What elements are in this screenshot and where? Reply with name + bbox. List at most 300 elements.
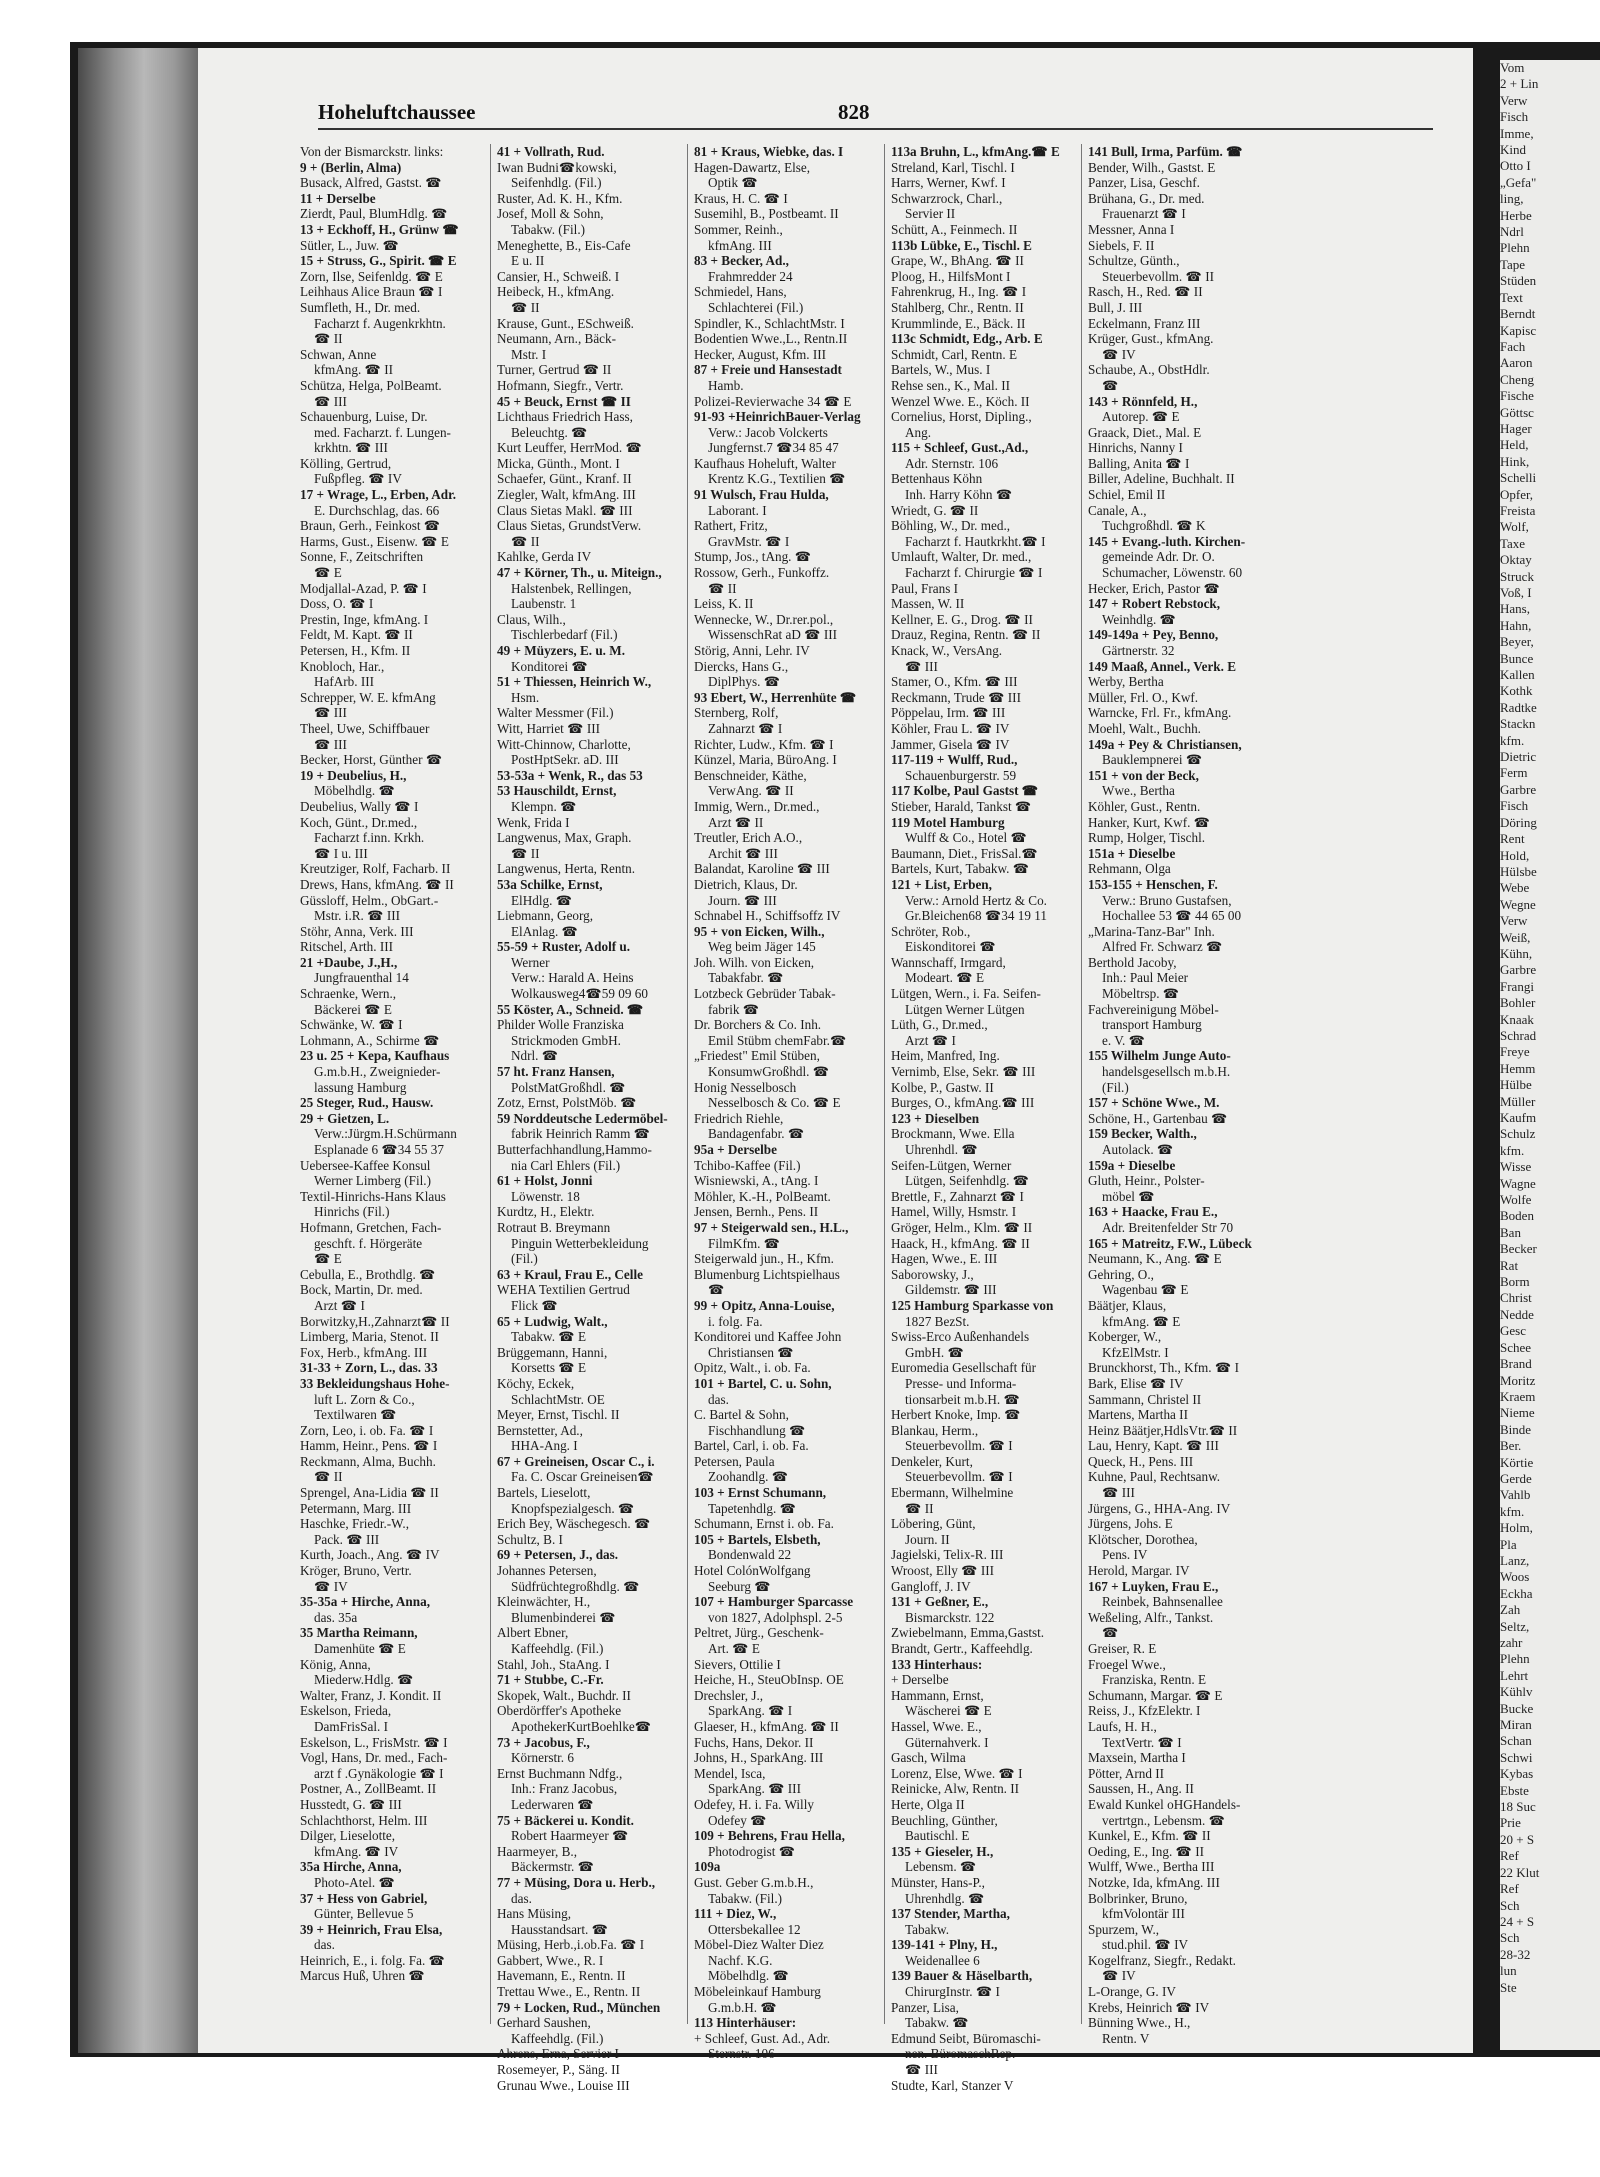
facing-page-line: Knaak [1500, 1011, 1534, 1027]
facing-page-line: Hold, [1500, 847, 1530, 863]
facing-page-line: Taxe [1500, 535, 1526, 551]
directory-entry-line: lassung Hamburg [314, 1079, 407, 1095]
directory-entry-line: kfmAng. ☎ IV [314, 1843, 399, 1859]
directory-entry-line: Rump, Holger, Tischl. [1088, 830, 1206, 846]
directory-entry-line: Borwitzky,H.,Zahnarzt☎ II [300, 1313, 450, 1329]
directory-entry-line: Lau, Henry, Kapt. ☎ III [1088, 1438, 1219, 1454]
directory-entry-line: Eckelmann, Franz III [1088, 315, 1201, 331]
directory-entry-line: Herte, Olga II [891, 1796, 965, 1812]
directory-entry-line: Brandt, Gertr., Kaffeehdlg. [891, 1641, 1033, 1656]
directory-entry-line: Schaefer, Günt., Kranf. II [497, 471, 632, 487]
facing-page-line: Stüden [1500, 273, 1537, 289]
directory-entry-line: G.m.b.H. ☎ [708, 1999, 777, 2015]
facing-page-line: Kothk [1500, 683, 1533, 699]
directory-entry-line: Bettenhaus Köhn [891, 471, 983, 487]
directory-entry-line: Ahrens, Erna, Servier I [497, 2046, 619, 2062]
facing-page-line: Woos [1500, 1569, 1530, 1585]
directory-entry-line: Albert Ebner, [497, 1625, 569, 1641]
facing-page-line: Hager [1500, 420, 1532, 436]
directory-entry-line: Gabbert, Wwe., R. I [497, 1952, 604, 1968]
directory-entry-line: 29 + Gietzen, L. [300, 1110, 390, 1126]
facing-page-line: Körtie [1500, 1454, 1534, 1470]
directory-entry-line: Art. ☎ E [708, 1641, 760, 1656]
facing-page-line: Sch [1500, 1930, 1520, 1946]
directory-entry-line: das. 35a [314, 1609, 358, 1625]
directory-entry-line: ElAnlag. ☎ [511, 923, 578, 939]
facing-page-line: Binde [1500, 1421, 1532, 1437]
directory-entry-line: Möbelhdlg. ☎ [708, 1968, 789, 1984]
directory-entry-line: KfzElMstr. I [1102, 1344, 1169, 1360]
directory-entry-line: Kurdtz, H., Elektr. [497, 1204, 595, 1220]
facing-page-line: Christ [1500, 1290, 1532, 1306]
directory-entry-line: TextVertr. ☎ I [1102, 1734, 1182, 1750]
directory-entry-line: 25 Steger, Rud., Hausw. [300, 1095, 434, 1111]
directory-entry-line: 93 Ebert, W., Herrenhüte ☎ [694, 689, 857, 705]
directory-entry-line: Kurt Leuffer, HerrMod. ☎ [497, 440, 642, 456]
directory-entry-line: Hamel, Willy, Hsmstr. I [891, 1204, 1017, 1220]
directory-entry-line: 99 + Opitz, Anna-Louise, [694, 1297, 835, 1313]
directory-entry-line: Kunkel, E., Kfm. ☎ II [1088, 1828, 1211, 1844]
directory-entry-line: Münster, Hans-P., [891, 1874, 985, 1890]
directory-entry-line: Pötter, Arnd II [1088, 1765, 1165, 1781]
directory-entry-line: Hofmann, Gretchen, Fach- [300, 1219, 442, 1235]
facing-page-line: Miran [1500, 1717, 1532, 1733]
facing-page-line: Ref [1500, 1881, 1519, 1897]
directory-entry-line: Jagielski, Telix-R. III [891, 1547, 1004, 1563]
directory-entry-line: Hotel ColónWolfgang [694, 1563, 811, 1579]
directory-entry-line: Lohmann, A., Schirme ☎ [300, 1032, 440, 1048]
directory-entry-line: Claus Sietas Makl. ☎ III [497, 502, 633, 518]
directory-entry-line: i. folg. Fa. [708, 1313, 763, 1329]
directory-entry-line: 73 + Jacobus, F., [497, 1734, 590, 1750]
directory-entry-line: Haarmeyer, B., [497, 1843, 578, 1859]
directory-entry-line: 113b Lübke, E., Tischl. E [891, 237, 1032, 253]
facing-page-line: kfm. [1500, 1142, 1525, 1158]
facing-page-line: 28-32 [1500, 1946, 1531, 1962]
directory-entry-line: Kraus, H. C. ☎ I [694, 190, 788, 206]
directory-entry-line: luft L. Zorn & Co., [314, 1391, 415, 1407]
directory-entry-line: Von der Bismarckstr. links: [300, 144, 444, 159]
directory-entry-line: Alfred Fr. Schwarz ☎ [1102, 939, 1223, 955]
directory-entry-line: Sternberg, Rolf, [694, 705, 779, 721]
directory-entry-line: Zwiebelmann, Emma,Gastst. [891, 1625, 1045, 1641]
facing-page-line: Kapisc [1500, 322, 1537, 338]
directory-entry-line: Seifen-Lütgen, Werner [891, 1157, 1012, 1173]
directory-entry-line: 149 Maaß, Annel., Verk. E [1088, 658, 1237, 674]
directory-entry-line: ☎ [1102, 1625, 1119, 1641]
directory-entry-line: Pinguin Wetterbekleidung [511, 1235, 649, 1251]
directory-entry-line: Edmund Seibt, Büromaschi- [891, 2030, 1041, 2046]
directory-entry-line: 109a [694, 1859, 721, 1875]
directory-entry-line: Strickmoden GmbH. [511, 1032, 621, 1048]
facing-page-line: Garbre [1500, 962, 1537, 978]
directory-entry-line: Esplanade 6 ☎34 55 37 [314, 1142, 444, 1157]
directory-entry-line: Schnabel H., Schiffsoffz IV [694, 908, 841, 924]
directory-entry-line: Tischlerbedarf (Fil.) [511, 627, 618, 643]
directory-entry-line: Kurth, Joach., Ang. ☎ IV [300, 1547, 440, 1563]
directory-entry-line: Blumenburg Lichtspielhaus [694, 1266, 840, 1282]
facing-page-line: Wisse [1500, 1159, 1532, 1175]
facing-page-line: Bohler [1500, 995, 1536, 1011]
directory-entry-line: 35a Hirche, Anna, [300, 1859, 402, 1875]
directory-entry-line: 37 + Hess von Gabriel, [300, 1890, 428, 1906]
directory-entry-line: Schwarzrock, Charl., [891, 190, 1003, 206]
directory-entry-line: Jungfernst.7 ☎34 85 47 [708, 440, 839, 456]
directory-entry-line: fabrik ☎ [708, 1001, 760, 1017]
facing-page-line: Kühn, [1500, 945, 1533, 961]
directory-entry-line: Löbering, Günt, [891, 1516, 976, 1532]
facing-page-line: kfm. [1500, 732, 1525, 748]
directory-entry-line: Queck, H., Pens. III [1088, 1453, 1194, 1469]
facing-page-line: Sch [1500, 1897, 1520, 1913]
directory-entry-line: 101 + Bartel, C. u. Sohn, [694, 1375, 832, 1391]
directory-entry-line: 15 + Struss, G., Spirit. ☎ E [300, 253, 457, 269]
directory-entry-line: 131 + Geßner, E., [891, 1594, 989, 1610]
directory-entry-line: Hinrichs (Fil.) [314, 1204, 390, 1220]
directory-entry-line: ☎ [708, 1282, 725, 1298]
directory-entry-line: Micka, Günth., Mont. I [497, 455, 620, 471]
directory-entry-line: Joh. Wilh. von Eicken, [694, 954, 815, 970]
facing-page-line: Opfer, [1500, 486, 1534, 502]
directory-entry-line: Steigerwald jun., H., Kfm. [694, 1251, 834, 1267]
directory-entry-line: Tabakw. ☎ [905, 2015, 969, 2031]
directory-entry-line: Verw.: Jacob Volckerts [708, 424, 828, 440]
directory-entry-line: Schumann, Margar. ☎ E [1088, 1687, 1223, 1703]
directory-entry-line: Reinbek, Bahnsenallee [1102, 1594, 1223, 1610]
directory-entry-line: kfmAng. ☎ E [1102, 1313, 1181, 1329]
directory-entry-line: Doss, O. ☎ I [300, 596, 374, 612]
directory-entry-line: 139 Bauer & Häselbarth, [891, 1968, 1033, 1984]
directory-entry-line: Schrepper, W. E. kfmAng [300, 689, 436, 705]
directory-entry-line: Emil Stübm chemFabr.☎ [708, 1032, 847, 1048]
directory-entry-line: Inh. Harry Köhn ☎ [905, 487, 1013, 503]
directory-entry-line: Vogl, Hans, Dr. med., Fach- [300, 1750, 448, 1766]
directory-entry-line: Verw.: Bruno Gustafsen, [1102, 892, 1232, 908]
facing-page-line: Text [1500, 289, 1523, 305]
directory-entry-line: Tabakw. [905, 1921, 949, 1937]
directory-entry-line: Schwan, Anne [300, 346, 377, 362]
facing-page-line: Gesc [1500, 1323, 1526, 1339]
directory-entry-line: 17 + Wrage, L., Erben, Adr. [300, 487, 457, 503]
directory-entry-line: Köchy, Eckek, [497, 1375, 575, 1391]
facing-page-line: Vom [1500, 60, 1525, 75]
directory-entry-line: Balandat, Karoline ☎ III [694, 861, 830, 877]
directory-entry-line: ☎ III [314, 393, 347, 409]
directory-entry-line: 55-59 + Ruster, Adolf u. [497, 939, 631, 955]
directory-entry-line: Tabakw. (Fil.) [511, 221, 586, 237]
directory-entry-line: Haschke, Friedr.-W., [300, 1516, 410, 1532]
directory-entry-line: 53a Schilke, Ernst, [497, 876, 603, 892]
directory-entry-line: 91-93 +HeinrichBauer-Verlag [694, 409, 861, 425]
directory-entry-line: Nesselbosch & Co. ☎ E [708, 1095, 841, 1111]
directory-entry-line: Drauz, Regina, Rentn. ☎ II [891, 627, 1041, 643]
directory-entry-line: Servier II [905, 206, 956, 222]
directory-entry-line: Schauenburgerstr. 59 [905, 767, 1017, 783]
directory-entry-line: kfmVolontär III [1102, 1906, 1185, 1922]
directory-entry-line: SparkAng. ☎ I [708, 1703, 793, 1719]
directory-entry-line: Braun, Gerh., Feinkost ☎ [300, 518, 441, 534]
directory-entry-line: Beuchling, Günther, [891, 1812, 998, 1828]
facing-page-line: Hülsbe [1500, 863, 1537, 879]
facing-page-line: Kind [1500, 142, 1526, 158]
directory-entry-line: GmbH. ☎ [905, 1344, 964, 1360]
directory-entry-line: Bernstetter, Ad., [497, 1422, 583, 1438]
directory-entry-line: Prestin, Inge, kfmAng. I [300, 611, 429, 627]
facing-page-line: Vahlb [1500, 1487, 1531, 1503]
directory-entry-line: Hamm, Heinr., Pens. ☎ I [300, 1438, 438, 1454]
facing-page-line: Wagne [1500, 1175, 1536, 1191]
directory-entry-line: Blankau, Herm., [891, 1422, 979, 1438]
directory-entry-line: König, Anna, [300, 1656, 371, 1672]
directory-entry-line: Flick ☎ [511, 1297, 558, 1313]
directory-entry-line: Fuchs, Hans, Dekor. II [694, 1734, 814, 1750]
directory-entry-line: Photodrogist ☎ [708, 1843, 796, 1859]
directory-entry-line: Polizei-Revierwache 34 ☎ E [694, 393, 852, 409]
directory-entry-line: Bäckermstr. ☎ [511, 1859, 595, 1875]
directory-entry-line: Köhler, Frau L. ☎ IV [891, 720, 1010, 736]
directory-entry-line: Rentn. V [1102, 2030, 1150, 2046]
directory-entry-line: Bautischl. E [905, 1828, 970, 1844]
facing-page-line: Bucke [1500, 1700, 1534, 1716]
directory-entry-line: Güternahverk. I [905, 1734, 989, 1750]
directory-entry-line: Jammer, Gisela ☎ IV [891, 736, 1010, 752]
directory-entry-line: ApothekerKurtBoehlke☎ [511, 1718, 652, 1734]
directory-entry-line: ☎ III [314, 736, 347, 752]
directory-entry-line: Schmidt, Carl, Rentn. E [891, 346, 1018, 362]
directory-entry-line: 143 + Rönnfeld, H., [1088, 393, 1198, 409]
directory-entry-line: Ebermann, Wilhelmine [891, 1485, 1014, 1501]
directory-entry-line: Stamer, O., Kfm. ☎ III [891, 674, 1018, 690]
directory-entry-line: 121 + List, Erben, [891, 876, 992, 892]
directory-entry-line: Gerhard Saushen, [497, 2015, 591, 2031]
directory-entry-line: Stahlberg, Chr., Rentn. II [891, 299, 1024, 315]
directory-entry-line: Ang. [905, 424, 932, 440]
facing-page-line: Weiß, [1500, 929, 1531, 945]
directory-entry-line: Hans Müsing, [497, 1906, 571, 1922]
directory-entry-line: 149-149a + Pey, Benno, [1088, 627, 1219, 643]
facing-page-line: Lehrt [1500, 1667, 1529, 1683]
directory-entry-line: Saborowsky, J., [891, 1266, 974, 1282]
directory-entry-line: Müsing, Herb.,i.ob.Fa. ☎ I [497, 1937, 645, 1953]
directory-entry-line: transport Hamburg [1102, 1017, 1202, 1033]
page-number: 828 [838, 100, 870, 124]
directory-entry-line: Hofmann, Siegfr., Vertr. [497, 377, 624, 393]
directory-entry-line: Arzt ☎ II [708, 814, 764, 830]
facing-page-line: Hülbe [1500, 1077, 1532, 1093]
directory-entry-line: Tabakw. ☎ E [511, 1329, 587, 1345]
directory-entry-line: Witt-Chinnow, Charlotte, [497, 736, 631, 752]
directory-entry-line: Krause, Gunt., ESchweiß. [497, 315, 634, 331]
directory-entry-line: 125 Hamburg Sparkasse von [891, 1297, 1054, 1313]
directory-entry-line: Graack, Diet., Mal. E [1088, 424, 1202, 440]
directory-entry-line: Textilwaren ☎ [314, 1407, 397, 1423]
facing-page-line: zahr [1500, 1635, 1523, 1650]
directory-entry-line: 113 Hinterhäuser: [694, 2015, 797, 2031]
directory-entry-line: 91 Wulsch, Frau Hulda, [694, 487, 829, 503]
directory-entry-line: C. Bartel & Sohn, [694, 1407, 789, 1423]
directory-entry-line: Bartels, Lieselott, [497, 1485, 591, 1501]
directory-entry-line: Schmiedel, Hans, [694, 284, 787, 300]
directory-entry-line: Heinz Bäätjer,HdlsVtr.☎ II [1088, 1422, 1238, 1438]
directory-entry-line: 167 + Luyken, Frau E., [1088, 1578, 1219, 1594]
facing-page-line: 24 + S [1500, 1913, 1535, 1929]
directory-entry-line: Schwänke, W. ☎ I [300, 1017, 403, 1033]
directory-entry-line: 159 Becker, Walth., [1088, 1126, 1197, 1142]
directory-entry-line: Seeburg ☎ [708, 1578, 771, 1594]
directory-entry-line: 141 Bull, Irma, Parfüm. ☎ [1088, 144, 1243, 159]
directory-entry-line: Swiss-Erco Außenhandels [891, 1329, 1030, 1345]
directory-entry-line: Wagenbau ☎ E [1102, 1282, 1189, 1298]
facing-page-line: 2 + Lin [1500, 76, 1539, 92]
directory-entry-line: 137 Stender, Martha, [891, 1906, 1010, 1922]
directory-entry-line: Modeart. ☎ E [905, 970, 985, 986]
directory-entry-line: Südfrüchtegroßhdlg. ☎ [511, 1578, 640, 1594]
directory-entry-line: Rehmann, Olga [1088, 861, 1171, 877]
directory-entry-line: Heim, Manfred, Ing. [891, 1048, 1000, 1064]
directory-entry-line: 57 ht. Franz Hansen, [497, 1064, 615, 1080]
directory-entry-line: Kuhne, Paul, Rechtsanw. [1088, 1469, 1221, 1485]
directory-entry-line: Petersen, H., Kfm. II [300, 643, 411, 658]
directory-entry-line: Stöhr, Anna, Verk. III [300, 923, 414, 939]
directory-entry-line: Gr.Bleichen68 ☎34 19 11 [905, 908, 1047, 924]
facing-page-line: Ebste [1500, 1782, 1529, 1798]
facing-page-line: Wolfe [1500, 1192, 1532, 1208]
directory-entry-line: ☎ E [314, 565, 342, 581]
facing-page-line: Lanz, [1500, 1552, 1530, 1568]
directory-column-5 [1088, 144, 1278, 2046]
directory-entry-line: Bauklempnerei ☎ [1102, 752, 1203, 768]
directory-entry-line: Steuerbevollm. ☎ I [905, 1469, 1013, 1485]
directory-entry-line: Sternstr. 106 [708, 2046, 775, 2062]
directory-entry-line: Cornelius, Horst, Dipling., [891, 409, 1032, 425]
directory-entry-line: Langwenus, Max, Graph. [497, 830, 632, 846]
directory-entry-line: Köhler, Gust., Rentn. [1088, 798, 1201, 814]
directory-entry-line: ☎ II [511, 533, 540, 549]
facing-page-line: 18 Suc [1500, 1799, 1536, 1815]
directory-entry-line: L-Orange, G. IV [1088, 1984, 1176, 2000]
directory-entry-line: Walter, Franz, J. Kondit. II [300, 1687, 442, 1703]
directory-entry-line: Günter, Bellevue 5 [314, 1906, 414, 1922]
directory-entry-line: Pöppelau, Irm. ☎ III [891, 705, 1006, 721]
directory-entry-line: Hassel, Wwe. E., [891, 1718, 982, 1734]
directory-entry-line: Bartel, Carl, i. ob. Fa. [694, 1438, 809, 1454]
directory-entry-line: Klempn. ☎ [511, 798, 577, 814]
facing-page-line: Schrad [1500, 1027, 1537, 1043]
directory-entry-line: Jensen, Bernh., Pens. II [694, 1204, 819, 1220]
directory-entry-line: Schlachthorst, Helm. III [300, 1812, 428, 1828]
directory-entry-line: Optik ☎ [708, 175, 758, 191]
facing-page-line: Kybas [1500, 1766, 1534, 1782]
directory-entry-line: Güssloff, Helm., ObGart.- [300, 892, 439, 908]
facing-page-line: Schwi [1500, 1749, 1533, 1765]
directory-entry-line: Halstenbek, Rellingen, [511, 580, 632, 596]
directory-entry-line: Zotz, Ernst, PolstMöb. ☎ [497, 1095, 637, 1111]
directory-entry-line: Brettle, F., Zahnarzt ☎ I [891, 1188, 1024, 1204]
directory-entry-line: Rehse sen., K., Mal. II [891, 377, 1011, 393]
book-page-edges [78, 48, 198, 2053]
directory-entry-line: Schöne, H., Gartenbau ☎ [1088, 1110, 1228, 1126]
directory-entry-line: Bodentien Wwe.,L., Rentn.II [694, 331, 848, 347]
directory-entry-line: 31-33 + Zorn, L., das. 33 [300, 1360, 438, 1376]
directory-entry-line: Löwenstr. 18 [511, 1188, 580, 1204]
directory-entry-line: 75 + Bäckerei u. Kondit. [497, 1812, 634, 1828]
directory-entry-line: 115 + Schleef, Gust.,Ad., [891, 440, 1029, 456]
directory-entry-line: Hausstandsart. ☎ [511, 1921, 609, 1937]
directory-entry-line: Werner Limberg (Fil.) [314, 1173, 431, 1189]
directory-entry-line: Drews, Hans, kfmAng. ☎ II [300, 876, 454, 892]
directory-entry-line: Meneghette, B., Eis-Cafe [497, 237, 631, 253]
directory-entry-line: 133 Hinterhaus: [891, 1656, 983, 1672]
facing-page-line: Boden [1500, 1208, 1534, 1224]
facing-page-line: Hahn, [1500, 617, 1532, 633]
directory-entry-line: med. Facharzt. f. Lungen- [314, 424, 451, 440]
directory-entry-line: Schultze, Günth., [1088, 253, 1180, 269]
directory-entry-line: Facharzt f.inn. Krkh. [314, 830, 425, 846]
facing-page-line: Moritz [1500, 1372, 1536, 1388]
facing-page-line: Kühlv [1500, 1684, 1533, 1700]
directory-entry-line: Schultz, B. I [497, 1531, 563, 1547]
directory-entry-line: ☎ II [314, 331, 343, 347]
directory-entry-line: Susemihl, B., Postbeamt. II [694, 206, 839, 222]
directory-entry-line: Canale, A., [1088, 502, 1147, 518]
facing-page-fragment [1500, 60, 1600, 2050]
directory-entry-line: Gasch, Wilma [891, 1750, 966, 1766]
directory-entry-line: Euromedia Gesellschaft für [891, 1360, 1037, 1376]
directory-entry-line: Massen, W. II [891, 596, 965, 612]
directory-entry-line: 21 +Daube, J.,H., [300, 954, 398, 970]
directory-entry-line: Bolbrinker, Bruno, [1088, 1890, 1188, 1906]
directory-entry-line: Lebensm. ☎ [905, 1859, 977, 1875]
directory-entry-line: Bünning Wwe., H., [1088, 2015, 1191, 2031]
directory-entry-line: Ploog, H., HilfsMont I [891, 268, 1011, 284]
facing-page-line: Brand [1500, 1356, 1532, 1372]
directory-entry-line: Mstr. i.R. ☎ III [314, 908, 401, 924]
directory-entry-line: SchlachtMstr. OE [511, 1391, 605, 1407]
facing-page-line: Dietric [1500, 749, 1537, 765]
directory-entry-line: Wenzel Wwe. E., Köch. II [891, 393, 1030, 409]
directory-entry-line: handelsgesellsch m.b.H. [1102, 1064, 1231, 1080]
directory-entry-line: Uhrenhdlg. ☎ [905, 1890, 985, 1906]
directory-entry-line: ☎ III [1102, 1485, 1135, 1501]
facing-page-line: Schulz [1500, 1126, 1536, 1142]
directory-entry-line: Dilger, Lieselotte, [300, 1828, 396, 1844]
directory-entry-line: Lütgen, Seifenhdlg. ☎ [905, 1173, 1030, 1189]
directory-entry-line: Wisniewski, A., tAng. I [694, 1173, 819, 1189]
directory-entry-line: kfmAng. III [708, 237, 772, 253]
directory-entry-line: Laufs, H. H., [1088, 1718, 1157, 1734]
directory-entry-line: tionsarbeit m.b.H. ☎ [905, 1391, 1020, 1407]
facing-page-line: Fisch [1500, 109, 1529, 125]
directory-entry-line: das. [708, 1391, 729, 1407]
page-header [318, 98, 1433, 130]
directory-entry-line: Künzel, Maria, BüroAng. I [694, 752, 837, 768]
facing-page-line: Fisch [1500, 798, 1529, 814]
directory-entry-line: Tuchgroßhdl. ☎ K [1102, 518, 1206, 534]
directory-entry-line: Wennecke, W., Dr.rer.pol., [694, 611, 834, 627]
directory-entry-line: Journ. ☎ III [708, 892, 777, 908]
directory-entry-line: Seifenhdlg. (Fil.) [511, 175, 602, 191]
facing-page-line: Webe [1500, 880, 1530, 896]
directory-entry-line: ☎ III [905, 658, 938, 674]
directory-entry-line: ☎ IV [1102, 1968, 1136, 1984]
directory-entry-line: 49 + Müyzers, E. u. M. [497, 643, 626, 658]
directory-entry-line: Jürgens, G., HHA-Ang. IV [1088, 1500, 1231, 1516]
directory-entry-line: 41 + Vollrath, Rud. [497, 144, 605, 159]
directory-entry-line: Witt, Harriet ☎ III [497, 720, 601, 736]
facing-page-line: Hans, [1500, 601, 1530, 617]
directory-entry-line: 109 + Behrens, Frau Hella, [694, 1828, 845, 1844]
directory-entry-line: 95a + Derselbe [694, 1142, 777, 1157]
